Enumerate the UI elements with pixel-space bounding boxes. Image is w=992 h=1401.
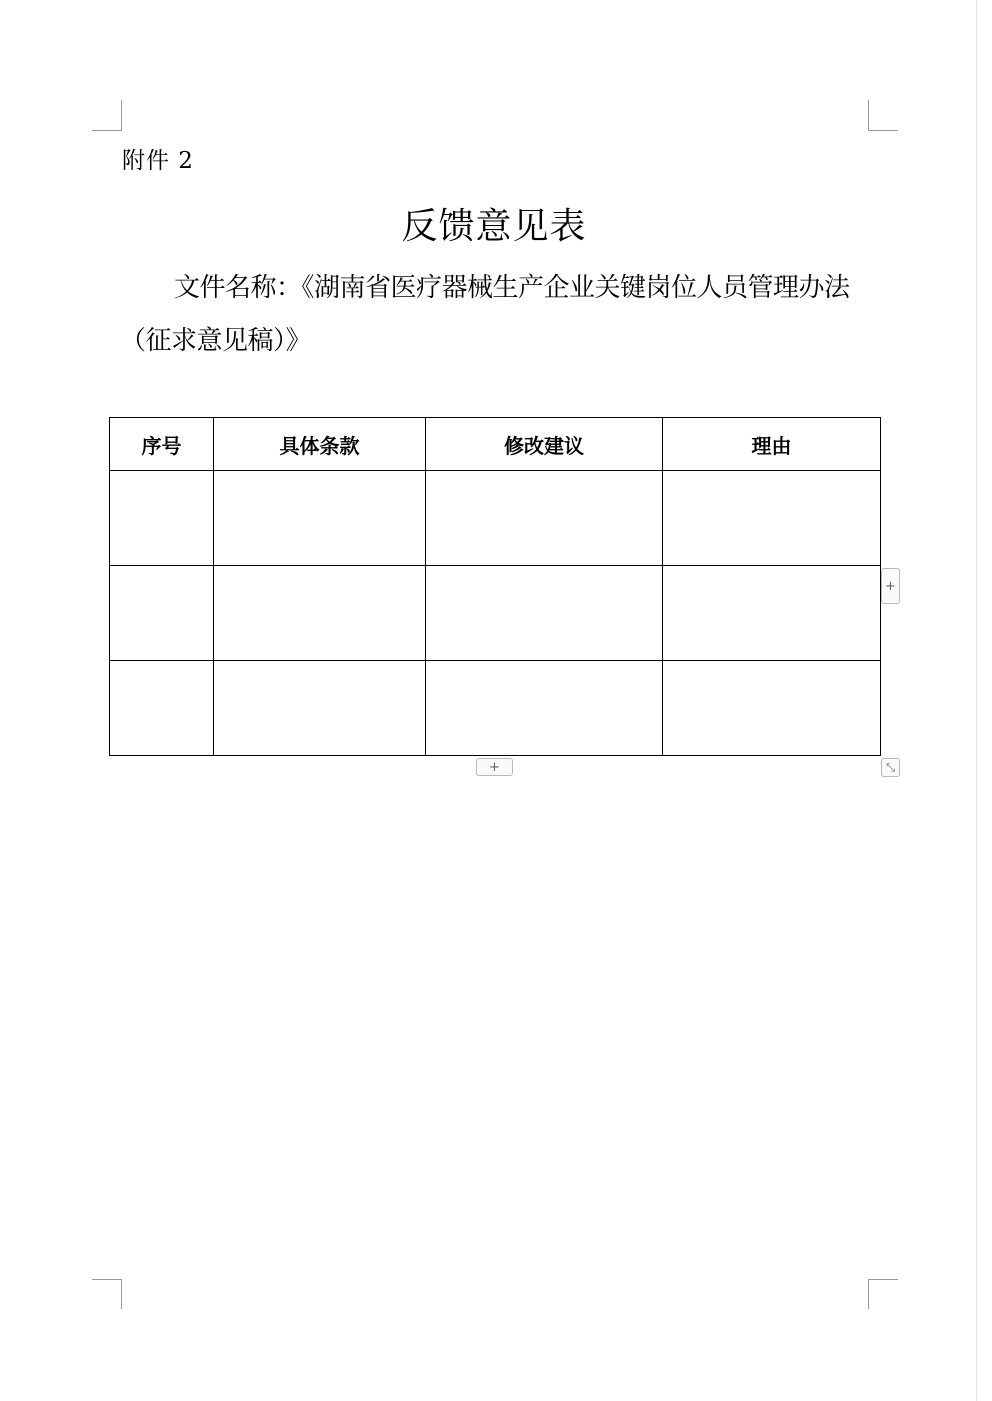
- crop-mark-top-right-v: [868, 100, 869, 130]
- table-row: [110, 471, 881, 566]
- table-cell[interactable]: [663, 661, 881, 756]
- header-reason: 理由: [663, 418, 881, 471]
- header-revision-suggestion: 修改建议: [426, 418, 663, 471]
- resize-table-icon[interactable]: ⤡: [881, 758, 900, 777]
- table-cell[interactable]: [663, 471, 881, 566]
- table-header-row: [110, 418, 881, 471]
- table-row: [110, 566, 881, 661]
- table-cell[interactable]: [426, 566, 663, 661]
- file-name-paragraph: 文件名称：《湖南省医疗器械生产企业关键岗位人员管理办法（征求意见稿）》: [120, 273, 850, 356]
- add-column-button[interactable]: +: [881, 568, 900, 604]
- table-cell[interactable]: [214, 566, 426, 661]
- header-serial-number: 序号: [110, 418, 214, 471]
- table-cell[interactable]: [426, 661, 663, 756]
- table-cell[interactable]: [110, 471, 214, 566]
- crop-mark-top-right-h: [868, 130, 898, 131]
- table-cell[interactable]: [110, 566, 214, 661]
- crop-mark-top-left-h: [92, 130, 122, 131]
- header-specific-clause: 具体条款: [214, 418, 426, 471]
- add-row-button[interactable]: +: [476, 758, 513, 776]
- document-title: 反馈意见表: [401, 206, 587, 247]
- table-cell[interactable]: [110, 661, 214, 756]
- crop-mark-bottom-left-v: [121, 1279, 122, 1309]
- attachment-label: 附件 2: [122, 148, 194, 174]
- table-cell[interactable]: [214, 471, 426, 566]
- table-cell[interactable]: [663, 566, 881, 661]
- table-cell[interactable]: [426, 471, 663, 566]
- table-row: [110, 661, 881, 756]
- crop-mark-bottom-left-h: [92, 1279, 122, 1280]
- table-cell[interactable]: [214, 661, 426, 756]
- crop-mark-top-left-v: [121, 100, 122, 130]
- crop-mark-bottom-right-h: [868, 1279, 898, 1280]
- feedback-table: [109, 417, 881, 756]
- crop-mark-bottom-right-v: [868, 1279, 869, 1309]
